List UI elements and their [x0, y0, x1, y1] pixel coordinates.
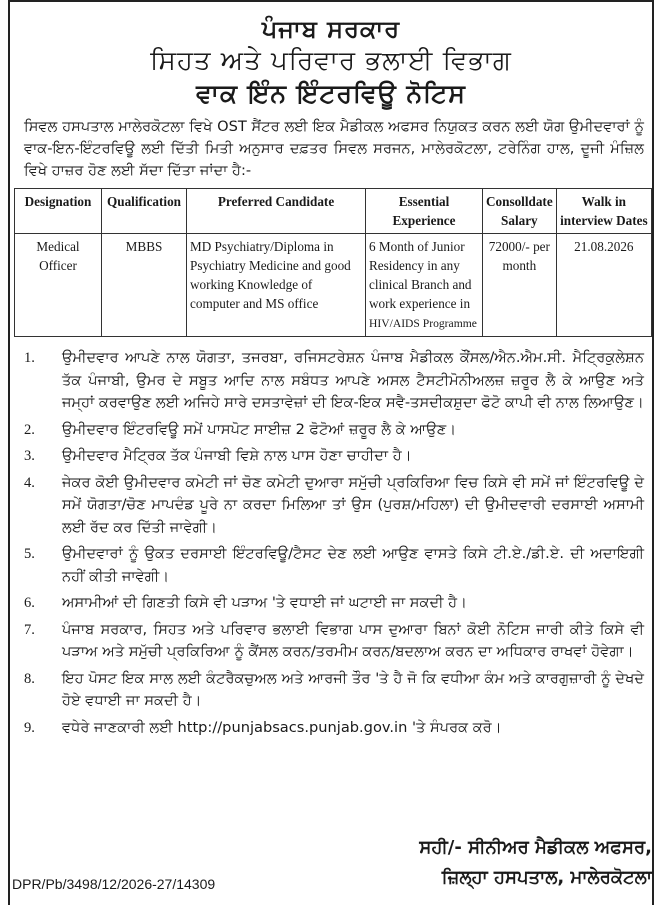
government-title: ਪੰਜਾਬ ਸਰਕਾਰ — [261, 15, 401, 43]
item-text: ਵਧੇਰੇ ਜਾਣਕਾਰੀ ਲਈ http://punjabsacs.punjab.gov.in 'ਤੇ ਸੰਪਰਕ ਕਰੋ। — [62, 718, 502, 736]
signature-line-2: ਜ਼ਿਲ੍ਹਾ ਹਸਪਤਾਲ, ਮਾਲੇਰਕੋਟਲਾ — [441, 867, 652, 888]
item-text: ਅਸਾਮੀਆਂ ਦੀ ਗਿਣਤੀ ਕਿਸੇ ਵੀ ਪੜਾਅ 'ਤੇ ਵਧਾਈ ਜਾਂ ਘਟਾਈ ਜਾ ਸਕਦੀ ਹੈ। — [62, 594, 467, 611]
cell-essential-experience — [366, 234, 483, 337]
item-number: 5. — [24, 546, 35, 562]
item-number: 4. — [24, 474, 35, 491]
list-item — [18, 419, 644, 442]
list-item — [18, 472, 644, 540]
item-text: ਜੇਕਰ ਕੋਈ ਉਮੀਦਵਾਰ ਕਮੇਟੀ ਜਾਂ ਚੋਣ ਕਮੇਟੀ ਦੁਆਰਾ ਸਮੁੱਚੀ ਪ੍ਰਕਿਰਿਆ ਵਿਚ ਕਿਸੇ ਵੀ ਸਮੇਂ ਜਾਂ ਇੰਟਰਵਿਊ ਦੇ ਸਮੇਂ ਯੋਗਤਾ/ਚੋਣ ਮਾਪਦੰਡ ਪੂਰੇ ਨਾ ਕਰਦਾ ਮਿਲਿਆ ਤਾਂ ਉਸ (ਪੁਰਸ਼/ਮਹਿਲਾ) ਦੀ ਉਮੀਦਵਾਰੀ ਦਰਸਾਈ ਅਸਾਮੀ ਲਈ ਰੱਦ ਕਰ ਦਿੱਤੀ ਜਾਵੇਗੀ। — [62, 473, 644, 536]
department-title: ਸਿਹਤ ਅਤੇ ਪਰਿਵਾਰ ਭਲਾਈ ਵਿਭਾਗ — [150, 46, 512, 76]
signature-line-1: ਸਹੀ/- ਸੀਨੀਅਰ ਮੈਡੀਕਲ ਅਫਸਰ, — [419, 837, 652, 858]
header-preferred-candidate: Preferred Candidate — [187, 189, 366, 234]
vacancy-table — [14, 188, 652, 337]
list-item — [18, 717, 644, 740]
border-right — [652, 0, 654, 905]
item-text: ਉਮੀਦਵਾਰ ਇੰਟਰਵਿਊ ਸਮੇਂ ਪਾਸਪੋਟ ਸਾਈਜ਼ 2 ਫੋਟੋਆਂ ਜ਼ਰੂਰ ਲੈ ਕੇ ਆਉਣ। — [62, 420, 457, 438]
header-essential-experience: Essential Experience — [366, 189, 483, 234]
item-number: 6. — [24, 595, 35, 611]
table-header-row — [15, 189, 652, 234]
item-text: ਇਹ ਪੋਸਟ ਇਕ ਸਾਲ ਲਈ ਕੰਟਰੈਕਚੁਅਲ ਅਤੇ ਆਰਜੀ ਤੌਰ 'ਤੇ ਹੈ ਜੋ ਕਿ ਵਧੀਆ ਕੰਮ ਅਤੇ ਕਾਰਗੁਜ਼ਾਰੀ ਨੂੰ ਦੇਖਦੇ ਹੋਏ ਵਧਾਈ ਜਾ ਸਕਦੀ ਹੈ। — [62, 669, 644, 709]
notice-title: ਵਾਕ ਇੰਨ ਇੰਟਰਵਿਊ ਨੋਟਿਸ — [196, 79, 466, 108]
list-item — [18, 445, 644, 468]
item-number: 8. — [24, 670, 35, 687]
list-item — [18, 619, 644, 664]
header-salary: Consolldate Salary — [483, 189, 557, 234]
item-text: ਉਮੀਦਵਾਰ ਮੈਟ੍ਰਿਕ ਤੱਕ ਪੰਜਾਬੀ ਵਿਸ਼ੇ ਨਾਲ ਪਾਸ ਹੋਣਾ ਚਾਹੀਦਾ ਹੈ। — [62, 447, 412, 464]
header-qualification: Qualification — [102, 189, 187, 234]
reference-code: DPR/Pb/3498/12/2026-27/14309 — [12, 876, 216, 892]
item-number: 7. — [24, 621, 35, 638]
list-item — [18, 347, 644, 415]
item-text: ਪੰਜਾਬ ਸਰਕਾਰ, ਸਿਹਤ ਅਤੇ ਪਰਿਵਾਰ ਭਲਾਈ ਵਿਭਾਗ ਪਾਸ ਦੁਆਰਾ ਬਿਨਾਂ ਕੋਈ ਨੋਟਿਸ ਜਾਰੀ ਕੀਤੇ ਕਿਸੇ ਵੀ ਪੜਾਅ ਅਤੇ ਸਮੁੱਚੀ ਪ੍ਰਕਿਰਿਆ ਨੂੰ ਕੈਂਸਲ ਕਰਨ/ਤਰਮੀਮ ਕਰਨ/ਬਦਲਾਅ ਕਰਨ ਦਾ ਅਧਿਕਾਰ ਰਾਖਵਾਂ ਹੋਵੇਗਾ। — [62, 620, 644, 660]
cell-preferred-candidate: MD Psychiatry/Diploma in Psychiatry Medicine and good working Knowledge of computer and MS office — [187, 234, 366, 337]
intro-paragraph: ਸਿਵਲ ਹਸਪਤਾਲ ਮਾਲੇਰਕੋਟਲਾ ਵਿਖੇ OST ਸੈਂਟਰ ਲਈ ਇਕ ਮੈਡੀਕਲ ਅਫਸਰ ਨਿਯੁਕਤ ਕਰਨ ਲਈ ਯੋਗ ਉਮੀਦਵਾਰਾਂ ਨੂੰ ਵਾਕ-ਇਨ-ਇੰਟਰਵਿਊ ਲਈ ਦਿੱਤੀ ਮਿਤੀ ਅਨੁਸਾਰ ਦਫ਼ਤਰ ਸਿਵਲ ਸਰਜਨ, ਮਾਲੇਰਕੋਟਲਾ, ਟਰੇਨਿੰਗ ਹਾਲ, ਦੂਜੀ ਮੰਜ਼ਿਲ ਵਿਖੇ ਹਾਜ਼ਰ ਹੋਣ ਲਈ ਸੱਦਾ ਦਿੱਤਾ ਜਾਂਦਾ ਹੈ:- — [24, 118, 644, 179]
item-number: 3. — [24, 448, 35, 464]
list-item — [18, 543, 644, 588]
border-left — [8, 0, 10, 905]
list-item — [18, 592, 644, 615]
item-text: ਉਮੀਦਵਾਰ ਆਪਣੇ ਨਾਲ ਯੋਗਤਾ, ਤਜਰਬਾ, ਰਜਿਸਟਰੇਸ਼ਨ ਪੰਜਾਬ ਮੈਡੀਕਲ ਕੌਂਸਲ/ਐਨ.ਐਮ.ਸੀ. ਮੈਟ੍ਰਿਕੁਲੇਸ਼ਨ ਤੱਕ ਪੰਜਾਬੀ, ਉਮਰ ਦੇ ਸਬੂਤ ਆਦਿ ਨਾਲ ਸਬੰਧਤ ਆਪਣੇ ਅਸਲ ਟੈਸਟੀਮੋਨੀਅਲਜ਼ ਜ਼ਰੂਰ ਲੈ ਕੇ ਆਉਣ ਅਤੇ ਜਮ੍ਹਾਂ ਕਰਵਾਉਣ ਲਈ ਅਜਿਹੇ ਸਾਰੇ ਦਸਤਾਵੇਜ਼ਾਂ ਦੀ ਇਕ-ਇਕ ਸਵੈ-ਤਸਦੀਕਸ਼ੁਦਾ ਫੋਟੋ ਕਾਪੀ ਵੀ ਨਾਲ ਲਿਆਉਣ। — [62, 349, 644, 411]
experience-text: 6 Month of Junior Residency in any clinical Branch and work experience in — [369, 239, 472, 311]
instructions-list — [18, 347, 644, 739]
item-number: 2. — [24, 421, 35, 438]
cell-qualification: MBBS — [102, 234, 187, 337]
item-number: 9. — [24, 719, 35, 736]
header-interview-dates: Walk in interview Dates — [556, 189, 651, 234]
signature-block — [322, 833, 652, 893]
cell-designation: Medical Officer — [15, 234, 102, 337]
list-item — [18, 668, 644, 713]
cell-salary: 72000/- per month — [483, 234, 557, 337]
table-row — [15, 234, 652, 337]
cell-interview-date: 21.08.2026 — [556, 234, 651, 337]
item-number: 1. — [24, 350, 35, 366]
item-text: ਉਮੀਦਵਾਰਾਂ ਨੂੰ ਉਕਤ ਦਰਸਾਈ ਇੰਟਰਵਿਊ/ਟੈਸਟ ਦੇਣ ਲਈ ਆਉਣ ਵਾਸਤੇ ਕਿਸੇ ਟੀ.ਏ./ਡੀ.ਏ. ਦੀ ਅਦਾਇਗੀ ਨਹੀਂ ਕੀਤੀ ਜਾਵੇਗੀ। — [62, 545, 644, 585]
border-top — [8, 0, 654, 2]
experience-programme: HIV/AIDS Programme — [369, 317, 477, 330]
header-designation: Designation — [15, 189, 102, 234]
